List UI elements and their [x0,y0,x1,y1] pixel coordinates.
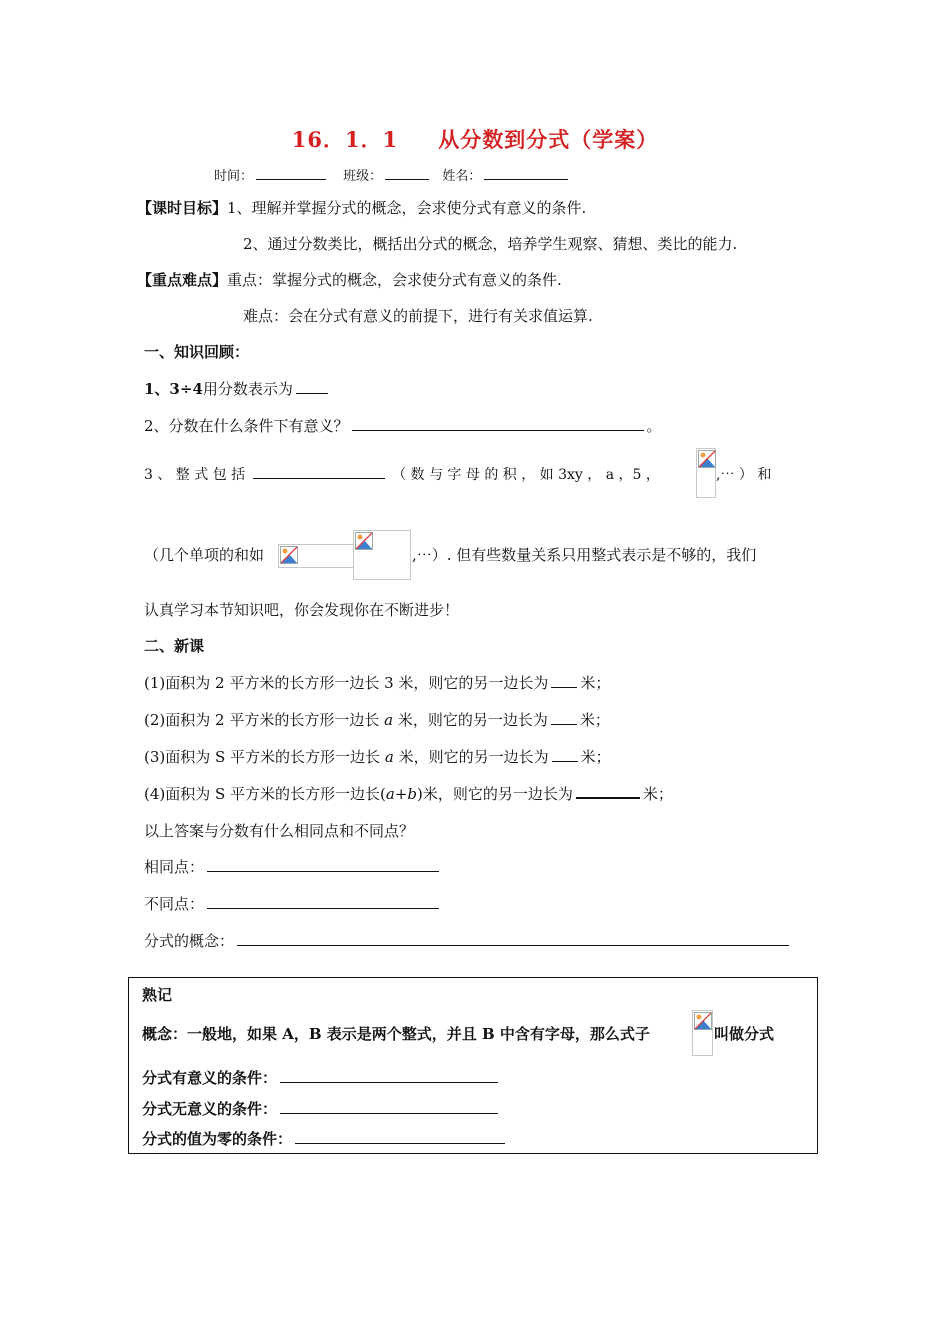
p1-blank [551,686,577,688]
q3-image-2 [278,544,354,568]
p4-variable: a+b [385,785,418,803]
class-blank [385,178,429,180]
memorize-zero [142,1129,508,1149]
review-heading: 一、知识回顾： [144,343,250,361]
newlesson-p3 [144,747,611,767]
p2-unit: 米； [579,711,610,729]
diff-points [144,894,442,914]
title-number: 16．1．1 [291,127,399,152]
keypoints-difficult: 难点：会在分式有意义的前提下，进行有关求值运算. [243,307,593,325]
keypoints-label: 【重点难点】 [137,271,228,289]
p4-text-a: (4)面积为 S 平方米的长方形一边长( [144,785,386,803]
q3-line2-b: ,⋯）. 但有些数量关系只用整式表示是不够的，我们 [412,546,757,564]
same-label: 相同点： [144,858,205,876]
p2-variable: a [384,711,394,729]
memorize-box [128,977,818,1154]
time-label: 时间： [214,169,254,184]
title-text: 从分数到分式（学案） [438,127,659,152]
concept-blank [237,944,789,946]
p4-unit: 米； [642,785,673,803]
memorize-concept-a: 概念：一般地，如果 A，B 表示是两个整式，并且 B 中含有字母，那么式子 [142,1025,650,1043]
newlesson-p2 [144,710,610,730]
q1-text: 用分数表示为 [202,380,293,398]
broken-image-icon [355,532,373,550]
q3-image-3 [353,530,411,580]
name-label: 姓名： [442,169,482,184]
review-q1 [144,379,331,399]
q3-line2-a: （几个单项的和如 [144,546,265,564]
image-placeholder [692,1010,713,1056]
meaningless-label: 分式无意义的条件： [142,1100,278,1118]
same-blank [207,870,439,872]
newlesson-p1 [144,673,610,693]
meaningless-blank [280,1112,498,1114]
p4-blank [576,796,640,799]
class-label: 班级： [343,169,383,184]
goals-item-1: 1、理解并掌握分式的概念，会求使分式有意义的条件. [227,199,587,217]
newlesson-question: 以上答案与分数有什么相同点和不同点？ [144,822,415,840]
page-title [0,124,950,154]
goals-line-1 [137,198,586,218]
time-blank [256,178,326,180]
meta-line [214,165,571,184]
memorize-title: 熟记 [142,986,173,1004]
q2-end: 。 [646,417,662,435]
memorize-meaningful [142,1068,501,1088]
goals-item-2: 2、通过分数类比，概括出分式的概念，培养学生观察、猜想、类比的能力. [243,235,738,253]
diff-blank [207,907,439,909]
meaningful-blank [280,1081,498,1083]
q1-number: 1、3÷4 [144,380,203,398]
memorize-concept-b: 叫做分式 [714,1025,775,1043]
p1-unit: 米； [580,674,611,692]
p4-text-b: )米，则它的另一边长为 [417,785,573,803]
q3-image-1 [696,448,716,498]
broken-image-icon [698,450,716,468]
p2-text-a: (2)面积为 2 平方米的长方形一边长 [144,711,385,729]
q3-blank [253,477,385,479]
zero-blank [295,1142,505,1144]
review-q2 [144,416,662,436]
broken-image-icon [280,546,298,564]
p3-text-a: (3)面积为 S 平方米的长方形一边长 [144,748,385,766]
goals-label: 【课时目标】 [137,199,228,217]
newlesson-heading: 二、新课 [144,637,205,655]
p3-variable: a [384,748,394,766]
keypoints-key: 重点：掌握分式的概念，会求使分式有意义的条件. [227,271,562,289]
same-points [144,857,442,877]
name-blank [484,178,568,180]
memorize-image [692,1010,713,1056]
memorize-meaningless [142,1099,501,1119]
meaningful-label: 分式有意义的条件： [142,1069,278,1087]
q1-blank [296,392,328,394]
concept-line [144,931,792,951]
p3-text-b: 米，则它的另一边长为 [393,748,549,766]
q2-blank [352,429,644,431]
image-placeholder [353,530,411,580]
q2-text: 2、分数在什么条件下有意义？ [144,417,349,435]
p2-text-b: 米，则它的另一边长为 [393,711,548,729]
p3-unit: 米； [580,748,611,766]
p3-blank [552,760,578,762]
concept-label: 分式的概念： [144,932,235,950]
q3-after: ,⋯ ） 和 [716,467,772,483]
q3-line3: 认真学习本节知识吧，你会发现你在不断进步！ [144,601,460,619]
q3-prefix: 3 、 整 式 包 括 [144,467,246,483]
zero-label: 分式的值为零的条件： [142,1130,293,1148]
newlesson-p4 [144,784,673,804]
p1-text: (1)面积为 2 平方米的长方形一边长 3 米，则它的另一边长为 [144,674,549,692]
image-placeholder [278,544,354,568]
image-placeholder [696,448,716,498]
review-q3-line1 [144,464,660,484]
q3-paren: （ 数 与 字 母 的 积 ， 如 3xy ， a ，5 ， [392,467,660,483]
p2-blank [551,723,577,725]
diff-label: 不同点： [144,895,205,913]
broken-image-icon [694,1012,712,1030]
keypoints-line-1 [137,270,562,290]
